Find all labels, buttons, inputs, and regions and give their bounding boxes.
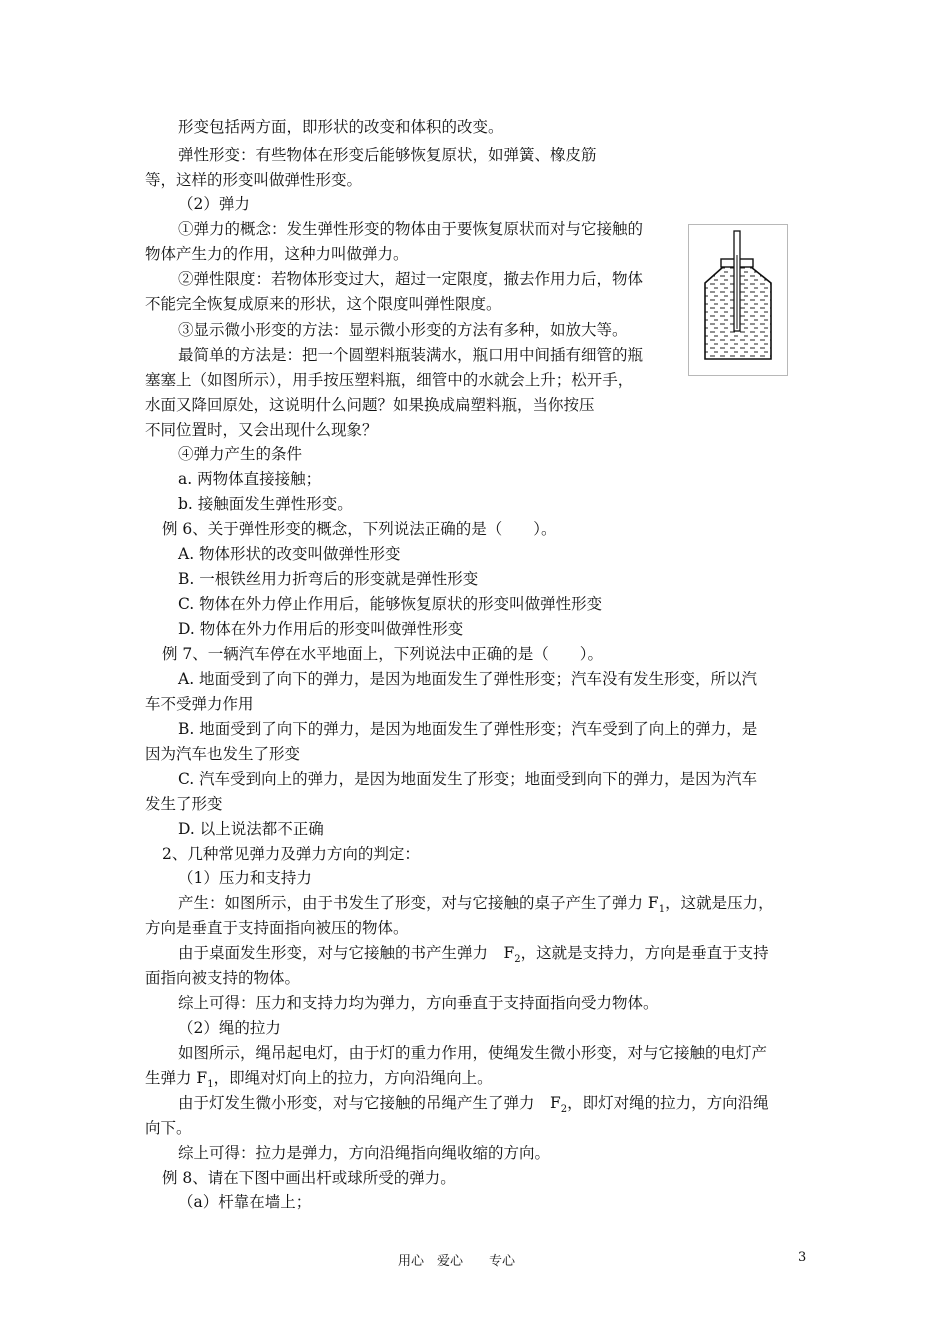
text-line-with-subscript bbox=[145, 1068, 493, 1095]
section-heading: （1）压力和支持力 bbox=[178, 869, 312, 887]
text-segment: 由于灯发生微小形变，对与它接触的吊绳产生了弹力 F bbox=[178, 1094, 561, 1112]
option-line: C. 物体在外力停止作用后，能够恢复原状的形变叫做弹性形变 bbox=[178, 595, 603, 613]
subscript: 2 bbox=[514, 954, 521, 966]
text-line: ②弹性限度：若物体形变过大，超过一定限度，撤去作用力后，物体 bbox=[178, 270, 644, 288]
text-line-with-subscript bbox=[178, 943, 769, 970]
text-line: 面指向被支持的物体。 bbox=[145, 969, 301, 987]
text-segment: 产生：如图所示，由于书发生了形变，对与它接触的桌子产生了弹力 F bbox=[178, 894, 659, 912]
text-line-with-subscript bbox=[178, 1093, 769, 1120]
text-segment: ，即绳对灯向上的拉力，方向沿绳向上。 bbox=[213, 1069, 493, 1087]
text-line: 形变包括两方面，即形状的改变和体积的改变。 bbox=[178, 118, 504, 136]
text-segment: 生弹力 F bbox=[145, 1069, 208, 1087]
subscript: 1 bbox=[658, 904, 666, 916]
text-line: 方向是垂直于支持面指向被压的物体。 bbox=[145, 919, 409, 937]
text-line: 等，这样的形变叫做弹性形变。 bbox=[145, 171, 363, 189]
text-line: a. 两物体直接接触； bbox=[178, 470, 322, 488]
text-segment: 由于桌面发生形变，对与它接触的书产生弹力 F bbox=[178, 944, 515, 962]
text-line: 最简单的方法是：把一个圆塑料瓶装满水，瓶口用中间插有细管的瓶 bbox=[178, 346, 644, 364]
text-line: 向下。 bbox=[145, 1119, 192, 1137]
option-line: D. 物体在外力作用后的形变叫做弹性形变 bbox=[178, 620, 464, 638]
bottle-illustration bbox=[689, 225, 787, 375]
text-line: 综上可得：拉力是弹力，方向沿绳指向绳收缩的方向。 bbox=[178, 1144, 551, 1162]
example-heading: 例 6、关于弹性形变的概念，下列说法正确的是（ ）。 bbox=[162, 520, 557, 538]
text-line: ④弹力产生的条件 bbox=[178, 445, 303, 463]
text-line: b. 接触面发生弹性形变。 bbox=[178, 495, 353, 513]
text-line: 发生了形变 bbox=[145, 795, 223, 813]
text-line: ①弹力的概念：发生弹性形变的物体由于要恢复原状而对与它接触的 bbox=[178, 220, 644, 238]
text-line: 如图所示，绳吊起电灯，由于灯的重力作用，使绳发生微小形变，对与它接触的电灯产 bbox=[178, 1044, 768, 1062]
text-line: 物体产生力的作用，这种力叫做弹力。 bbox=[145, 245, 409, 263]
subscript: 1 bbox=[207, 1079, 214, 1091]
text-segment: ，这就是压力， bbox=[665, 894, 774, 912]
section-heading: （2）弹力 bbox=[178, 195, 250, 213]
text-segment: ，这就是支持力，方向是垂直于支持 bbox=[520, 944, 769, 962]
option-line: A. 地面受到了向下的弹力，是因为地面发生了弹性形变；汽车没有发生形变，所以汽 bbox=[178, 670, 758, 688]
bottle-figure bbox=[688, 224, 788, 376]
footer-motto: 用心 爱心 专心 bbox=[398, 1254, 516, 1269]
subscript: 2 bbox=[560, 1104, 568, 1116]
text-line: 不同位置时，又会出现什么现象？ bbox=[145, 421, 378, 439]
option-line: A. 物体形状的改变叫做弹性形变 bbox=[178, 545, 401, 563]
text-line: （a）杆靠在墙上； bbox=[178, 1193, 312, 1211]
text-line: 车不受弹力作用 bbox=[145, 695, 254, 713]
text-line: 因为汽车也发生了形变 bbox=[145, 745, 301, 763]
option-line: B. 一根铁丝用力折弯后的形变就是弹性形变 bbox=[178, 570, 479, 588]
text-line-with-subscript bbox=[178, 893, 774, 920]
example-heading: 例 8、请在下图中画出杆或球所受的弹力。 bbox=[162, 1169, 456, 1187]
text-line: 弹性形变：有些物体在形变后能够恢复原状，如弹簧、橡皮筋 bbox=[178, 146, 597, 164]
text-line: 综上可得：压力和支持力均为弹力，方向垂直于支持面指向受力物体。 bbox=[178, 994, 659, 1012]
option-line: B. 地面受到了向下的弹力，是因为地面发生了弹性形变；汽车受到了向上的弹力，是 bbox=[178, 720, 758, 738]
example-heading: 例 7、一辆汽车停在水平地面上，下列说法中正确的是（ ）。 bbox=[162, 645, 604, 663]
text-line: 水面又降回原处，这说明什么问题？如果换成扁塑料瓶，当你按压 bbox=[145, 396, 595, 414]
option-line: D. 以上说法都不正确 bbox=[178, 820, 324, 838]
text-line: 不能完全恢复成原来的形状，这个限度叫弹性限度。 bbox=[145, 295, 502, 313]
text-line: 塞塞上（如图所示），用手按压塑料瓶，细管中的水就会上升；松开手， bbox=[145, 371, 634, 389]
text-segment: ，即灯对绳的拉力，方向沿绳 bbox=[567, 1094, 769, 1112]
page-number: 3 bbox=[798, 1250, 807, 1265]
text-line: ③显示微小形变的方法：显示微小形变的方法有多种，如放大等。 bbox=[178, 321, 628, 339]
section-heading: （2）绳的拉力 bbox=[178, 1019, 281, 1037]
section-heading: 2、几种常见弹力及弹力方向的判定： bbox=[162, 845, 420, 863]
option-line: C. 汽车受到向上的弹力，是因为地面发生了形变；地面受到向下的弹力，是因为汽车 bbox=[178, 770, 758, 788]
